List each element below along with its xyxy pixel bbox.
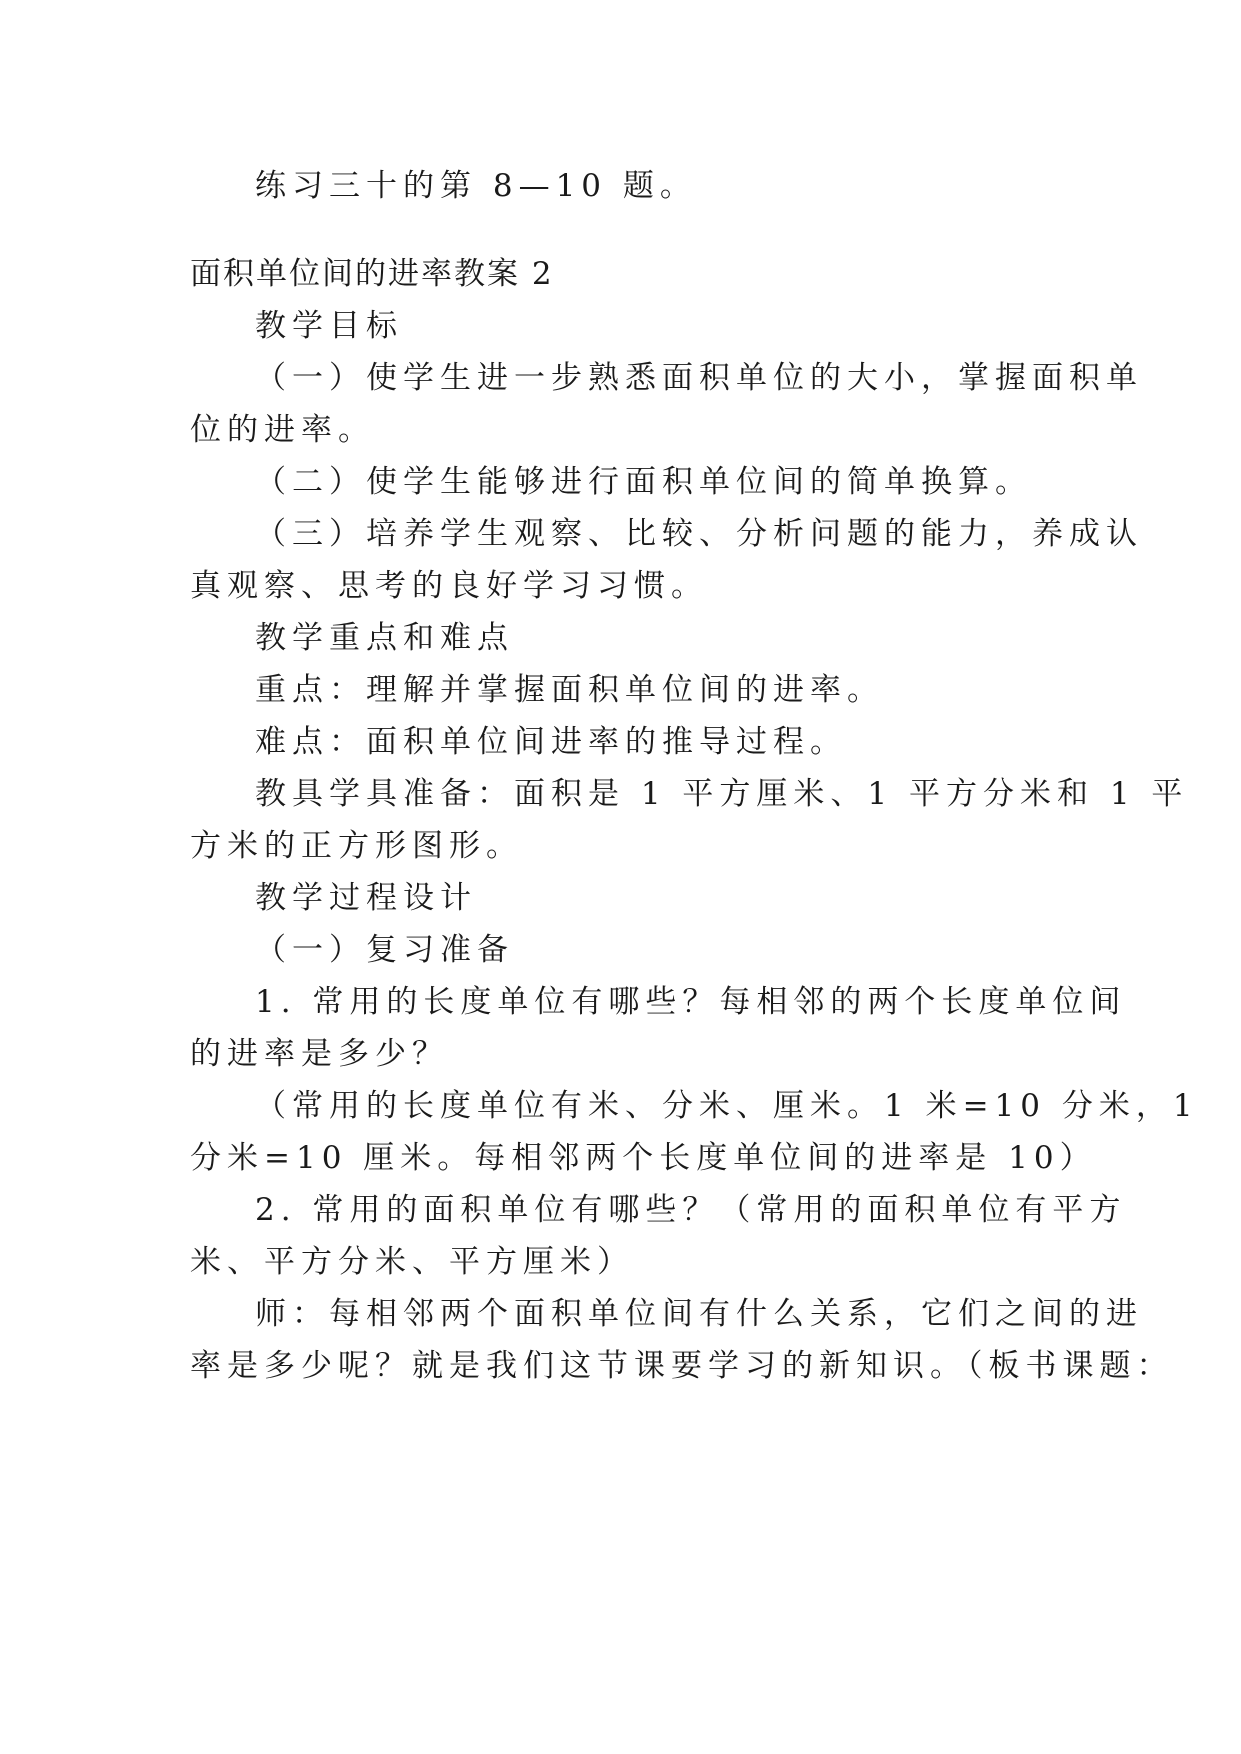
paragraph-line: （一）使学生进一步熟悉面积单位的大小，掌握面积单 <box>255 360 1143 396</box>
section-heading-key-points: 教学重点和难点 <box>255 620 514 656</box>
exercise-reference: 练习三十的第 8—10 题。 <box>255 168 697 204</box>
paragraph-line: 难点：面积单位间进率的推导过程。 <box>255 724 847 760</box>
paragraph-line: 位的进率。 <box>190 412 375 448</box>
lesson-title: 面积单位间的进率教案 2 <box>190 256 554 292</box>
paragraph-line: 率是多少呢？就是我们这节课要学习的新知识。（板书课题： <box>190 1348 1174 1384</box>
subsection-heading: （一）复习准备 <box>255 932 514 968</box>
paragraph-line: 重点：理解并掌握面积单位间的进率。 <box>255 672 884 708</box>
paragraph-line: （常用的长度单位有米、分米、厘米。1 米=10 分米，1 <box>255 1088 1199 1124</box>
paragraph-line: 方米的正方形图形。 <box>190 828 523 864</box>
paragraph-line: 1. 常用的长度单位有哪些？每相邻的两个长度单位间 <box>255 984 1127 1020</box>
section-heading-process: 教学过程设计 <box>255 880 477 916</box>
section-heading-objectives: 教学目标 <box>255 308 403 344</box>
paragraph-line: 米、平方分米、平方厘米） <box>190 1244 634 1280</box>
paragraph-line: 2. 常用的面积单位有哪些？（常用的面积单位有平方 <box>255 1192 1127 1228</box>
paragraph-line: 分米=10 厘米。每相邻两个长度单位间的进率是 10） <box>190 1140 1097 1176</box>
paragraph-line: 师：每相邻两个面积单位间有什么关系，它们之间的进 <box>255 1296 1143 1332</box>
paragraph-line: 的进率是多少？ <box>190 1036 449 1072</box>
paragraph-line: 真观察、思考的良好学习习惯。 <box>190 568 708 604</box>
paragraph-line: 教具学具准备：面积是 1 平方厘米、1 平方分米和 1 平 <box>255 776 1189 812</box>
paragraph-line: （三）培养学生观察、比较、分析问题的能力，养成认 <box>255 516 1143 552</box>
paragraph-line: （二）使学生能够进行面积单位间的简单换算。 <box>255 464 1032 500</box>
